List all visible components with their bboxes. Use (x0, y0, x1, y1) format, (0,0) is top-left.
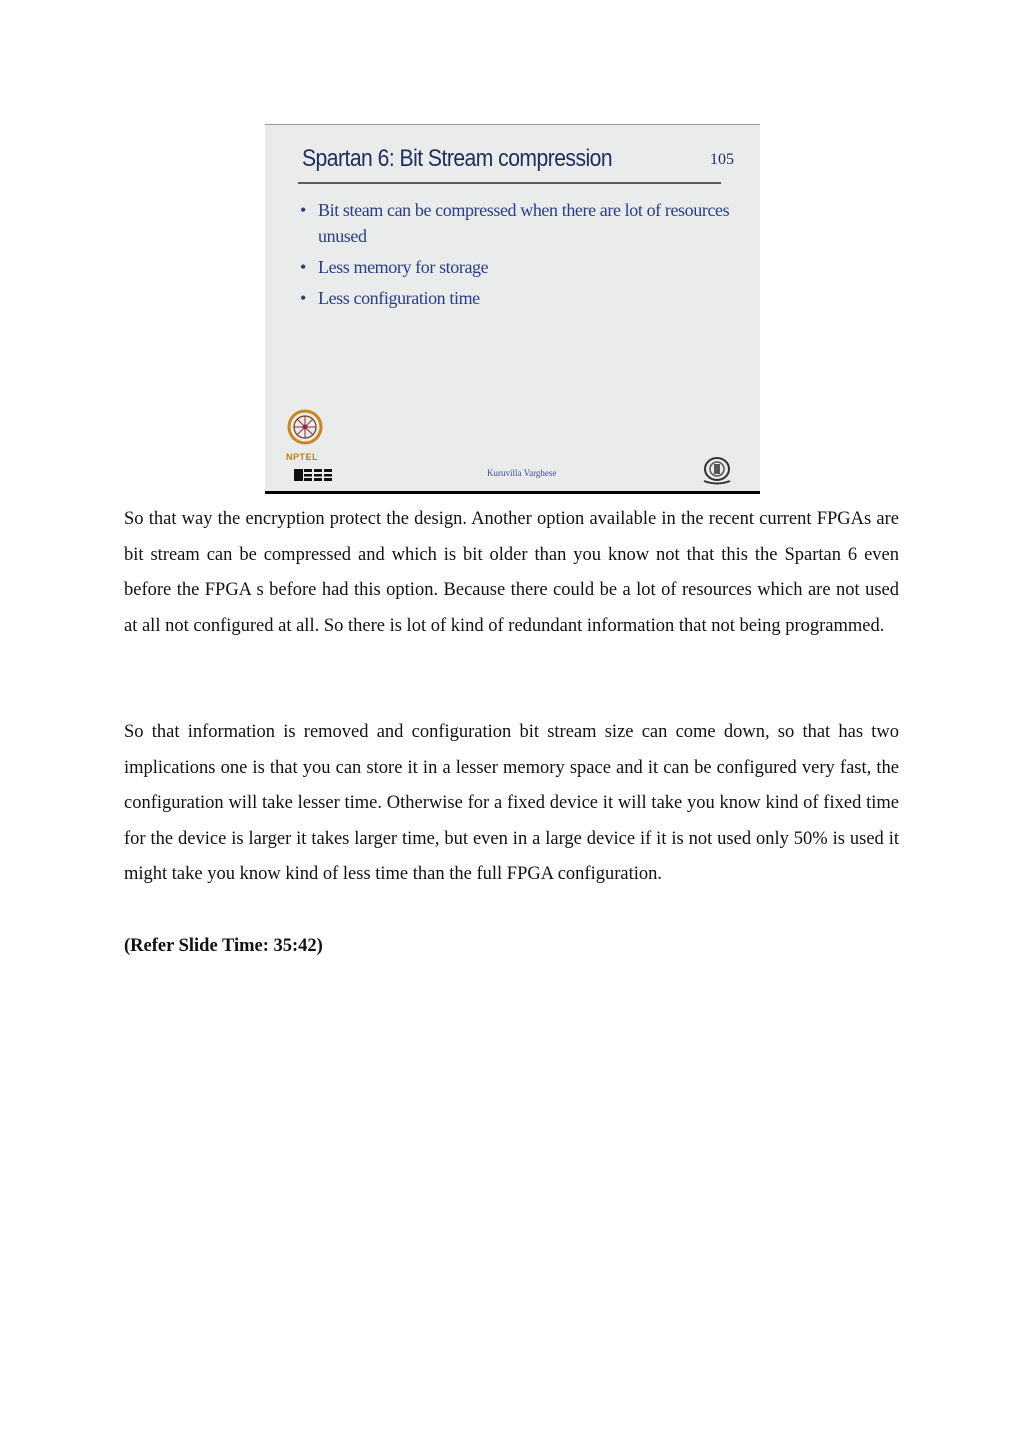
slide-bullet-text: Less configuration time (318, 288, 480, 308)
institute-mark-icon (294, 467, 334, 483)
slide-bullet-list (298, 197, 738, 316)
slide-number: 105 (710, 151, 734, 168)
slide-title: Spartan 6: Bit Stream compression (302, 145, 613, 172)
slide-title-rule (298, 182, 721, 184)
slide-author: Kuruvilla Varghese (487, 468, 557, 478)
slide-bullet-text: Bit steam can be compressed when there are lot of resources unused (318, 200, 730, 246)
refer-slide-time: (Refer Slide Time: 35:42) (124, 936, 323, 956)
slide-bullet: • Less memory for storage (300, 257, 489, 277)
slide-bullet-text: Less memory for storage (318, 257, 489, 277)
institute-emblem-icon (701, 455, 733, 485)
transcript-paragraph: So that way the encryption protect the design. Another option available in the recent current FPGAs are bit stream can be compressed and which is bit older than you know not that this the Spartan 6 even before the FPGA s before had this option. Because there could be a lot of resources which are not used at all not configured at all. So there is lot of kind of redundant information that not being programmed. (124, 509, 899, 636)
slide-bullet: • Less configuration time (300, 288, 480, 308)
slide-bullet: • Bit steam can be compressed when there are lot of resources unused (300, 200, 730, 246)
transcript-paragraph: So that information is removed and configuration bit stream size can come down, so that has two implications one is that you can store it in a lesser memory space and it can be configured very fast, the configuration will take lesser time. Otherwise for a fixed device it will take you know kind of fixed time for the device is larger it takes larger time, but even in a large device if it is not used only 50% is used it might take you know kind of less time than the full FPGA configuration. (124, 722, 899, 885)
slide-image (265, 124, 760, 494)
nptel-logo-text: NPTEL (286, 452, 319, 462)
